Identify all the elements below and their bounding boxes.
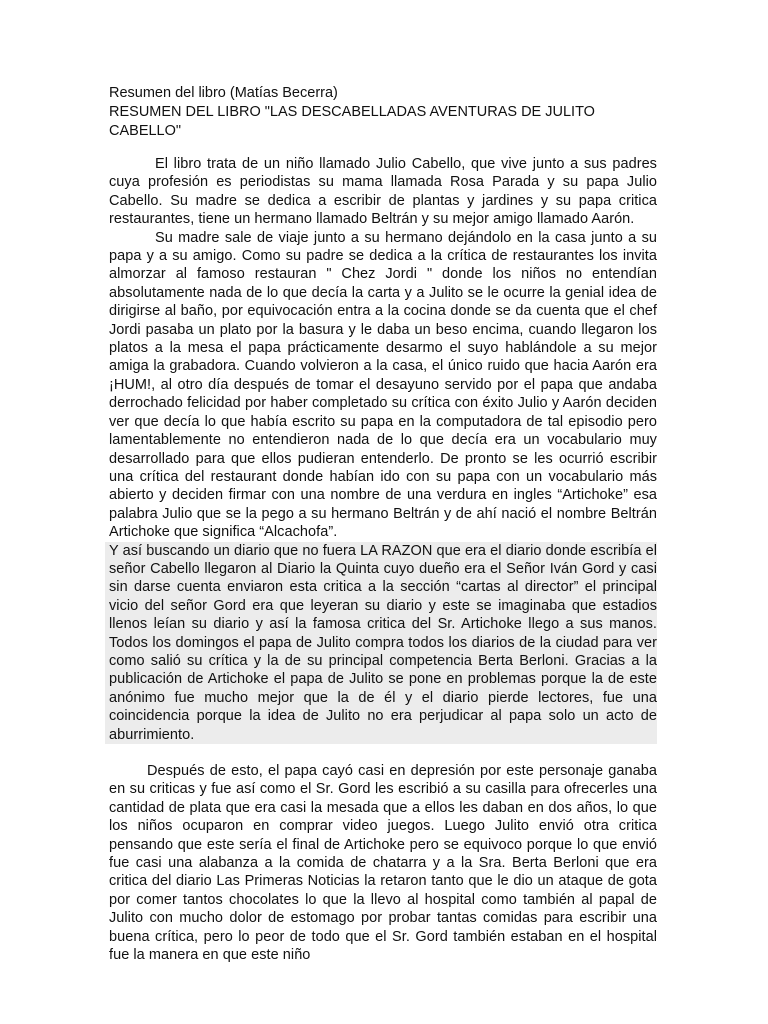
document-heading: Resumen del libro (Matías Becerra) bbox=[109, 85, 338, 101]
paragraph-2: Su madre sale de viaje junto a su hermano dejándolo en la casa junto a su papa y a su amigo. Como su padre se dedica a la crítica de restaurantes los invita almorzar al famoso restauran " Chez Jordi " donde los niños no entendían absolutamente nada de lo que decía la carta y a Julito se le ocurre la genial idea de dirigirse al baño, por equivocación entra a la cocina donde se da cuenta que el chef Jordi pasaba un plato por la basura y le daba un beso encima, cuando llegaron los platos a la mesa el papa prácticamente desarmo el suyo hablándole a su mejor amiga la grabadora. Cuando volvieron a la casa, el único ruido que hacia Aarón era ¡HUM!, al otro día después de tomar el desayuno servido por el papa que andaba derrochado felicidad por haber completado su crítica con éxito Julio y Aarón deciden ver que decía lo que había escrito su papa en la computadora de tal episodio pero lamentablemente no entendieron nada de lo que decía era un vocabulario muy desarrollado para que ellos pudieran entenderlo. De pronto se les ocurrió escribir una crítica del restaurant donde habían ido con su papa con un vocabulario más abierto y deciden firmar con una nombre de una verdura en ingles “Artichoke” esa palabra Julio que se la pego a su hermano Beltrán y de ahí nació el nombre Beltrán Artichoke que significa “Alcachofa”. bbox=[109, 229, 657, 541]
document-body bbox=[109, 84, 657, 964]
paragraph-3-highlighted: Y así buscando un diario que no fuera LA RAZON que era el diario donde escribía el señor Cabello llegaron al Diario la Quinta cuyo dueño era el Señor Iván Gord y casi sin darse cuenta enviaron esta critica a la sección “cartas al director” el principal vicio del señor Gord era que leyeran su diario y este se imaginaba que estadios llenos leían su diario y así la famosa critica del Sr. Artichoke llego a sus manos. Todos los domingos el papa de Julito compra todos los diarios de la ciudad para ver como salió su crítica y la de su principal competencia Berta Berloni. Gracias a la publicación de Artichoke el papa de Julito se pone en problemas porque la de este anónimo fue mucho mejor que la de él y el diario pierde lectores, fue una coincidencia porque la idea de Julito no era perjudicar al papa solo un acto de aburrimiento. bbox=[105, 542, 657, 744]
title-spacer bbox=[109, 141, 657, 155]
document-title: RESUMEN DEL LIBRO "LAS DESCABELLADAS AVENTURAS DE JULITO CABELLO" bbox=[109, 104, 595, 139]
paragraph-1: El libro trata de un niño llamado Julio Cabello, que vive junto a sus padres cuya profesión es periodistas su mama llamada Rosa Parada y su papa Julio Cabello. Su madre se dedica a escribir de plantas y jardines y su papa critica restaurantes, tiene un hermano llamado Beltrán y su mejor amigo llamado Aarón. bbox=[109, 156, 657, 228]
paragraph-4: Después de esto, el papa cayó casi en depresión por este personaje ganaba en su criticas y fue así como el Sr. Gord les escribió a su casilla para ofrecerles una cantidad de plata que era casi la mesada que a ellos les daban en dos años, lo que los niños ocuparon en comprar video juegos. Luego Julito envió otra critica pensando que este sería el final de Artichoke pero se equivoco porque lo que envió fue casi una alabanza a la comida de chatarra y a la Sra. Berta Berloni que era critica del diario Las Primeras Noticias la retaron tanto que le dio un ataque de gota por comer tantos chocolates lo que la llevo al hospital como también al papal de Julito con mucho dolor de estomago por probar tantas comidas para escribir una buena crítica, pero lo peor de todo que el Sr. Gord también estaban en el hospital fue la manera en que este niño bbox=[109, 763, 657, 964]
